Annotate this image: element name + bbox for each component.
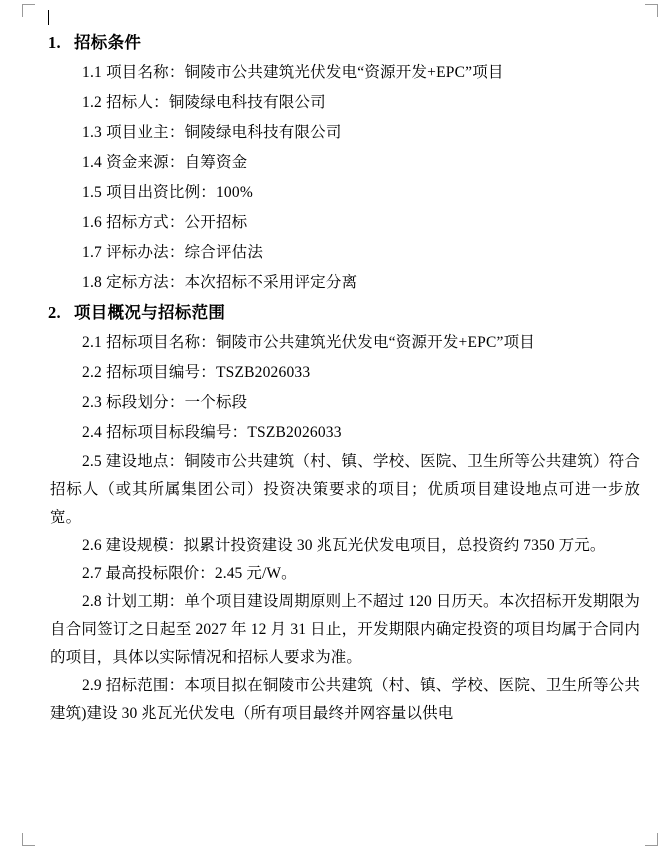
item-text: 招标人：铜陵绿电科技有限公司 [106,94,326,111]
item-number: 2.5 [82,453,102,470]
item-text: 招标项目名称：铜陵市公共建筑光伏发电“资源开发+EPC”项目 [106,334,535,351]
item-number: 2.1 [82,334,102,351]
list-item [30,268,640,298]
section-number-2: 2. [48,303,61,322]
page-margin-mark-bottom-left [22,833,35,846]
list-item [30,238,640,268]
item-number: 1.3 [82,124,102,141]
item-number: 2.3 [82,394,102,411]
item-number: 2.4 [82,424,102,441]
list-item [30,58,640,88]
item-text: 评标办法：综合评估法 [106,244,264,261]
item-number: 1.1 [82,64,102,81]
item-text: 资金来源：自筹资金 [106,154,248,171]
item-number: 2.6 [82,537,102,554]
section-title-2: 项目概况与招标范围 [74,303,226,322]
text-cursor-line[interactable] [30,10,640,28]
item-text: 项目名称：铜陵市公共建筑光伏发电“资源开发+EPC”项目 [106,64,504,81]
section-number-1: 1. [48,33,61,52]
item-number: 2.7 [82,565,102,582]
item-text: 建设地点：铜陵市公共建筑（村、镇、学校、医院、卫生所等公共建筑）符合招标人（或其所属集团公司）投资决策要求的项目；优质项目建设地点可进一步放宽。 [50,453,640,526]
item-text: 最高投标限价：2.45 元/W。 [105,565,297,582]
list-item [30,328,640,358]
item-text: 招标项目编号：TSZB2026033 [106,364,311,381]
list-item [30,208,640,238]
item-number: 1.8 [82,274,102,291]
item-number: 1.6 [82,214,102,231]
list-item [30,418,640,448]
item-text: 招标范围：本项目拟在铜陵市公共建筑（村、镇、学校、医院、卫生所等公共建筑)建设 30 兆瓦光伏发电（所有项目最终并网容量以供电 [50,677,640,722]
item-number: 1.5 [82,184,102,201]
section-heading-2 [30,298,640,328]
section-heading-1 [30,28,640,58]
list-item [30,118,640,148]
list-item [30,532,640,560]
item-number: 2.8 [82,593,102,610]
item-text: 定标方法：本次招标不采用评定分离 [106,274,358,291]
list-item [30,88,640,118]
list-item [30,588,640,672]
document-body[interactable] [30,10,640,728]
page-margin-mark-bottom-right [645,833,658,846]
item-number: 1.7 [82,244,102,261]
text-caret [48,10,49,25]
list-item [30,448,640,532]
section-title-1: 招标条件 [74,33,142,52]
item-number: 1.2 [82,94,102,111]
list-item [30,672,640,728]
item-text: 招标项目标段编号：TSZB2026033 [106,424,342,441]
list-item [30,358,640,388]
item-text: 项目出资比例：100% [106,184,253,201]
item-number: 2.9 [82,677,102,694]
item-number: 1.4 [82,154,102,171]
list-item [30,388,640,418]
item-number: 2.2 [82,364,102,381]
list-item [30,560,640,588]
item-text: 招标方式：公开招标 [106,214,248,231]
list-item [30,178,640,208]
item-text: 标段划分：一个标段 [106,394,248,411]
item-text: 计划工期：单个项目建设周期原则上不超过 120 日历天。本次招标开发期限为自合同签订之日起至 2027 年 12 月 31 日止，开发期限内确定投资的项目均属于合同内的项目，具体以实际情况和招标人要求为准。 [50,593,641,666]
page-margin-mark-top-right [645,4,658,17]
list-item [30,148,640,178]
item-text: 项目业主：铜陵绿电科技有限公司 [106,124,342,141]
item-text: 建设规模：拟累计投资建设 30 兆瓦光伏发电项目，总投资约 7350 万元。 [105,537,606,554]
